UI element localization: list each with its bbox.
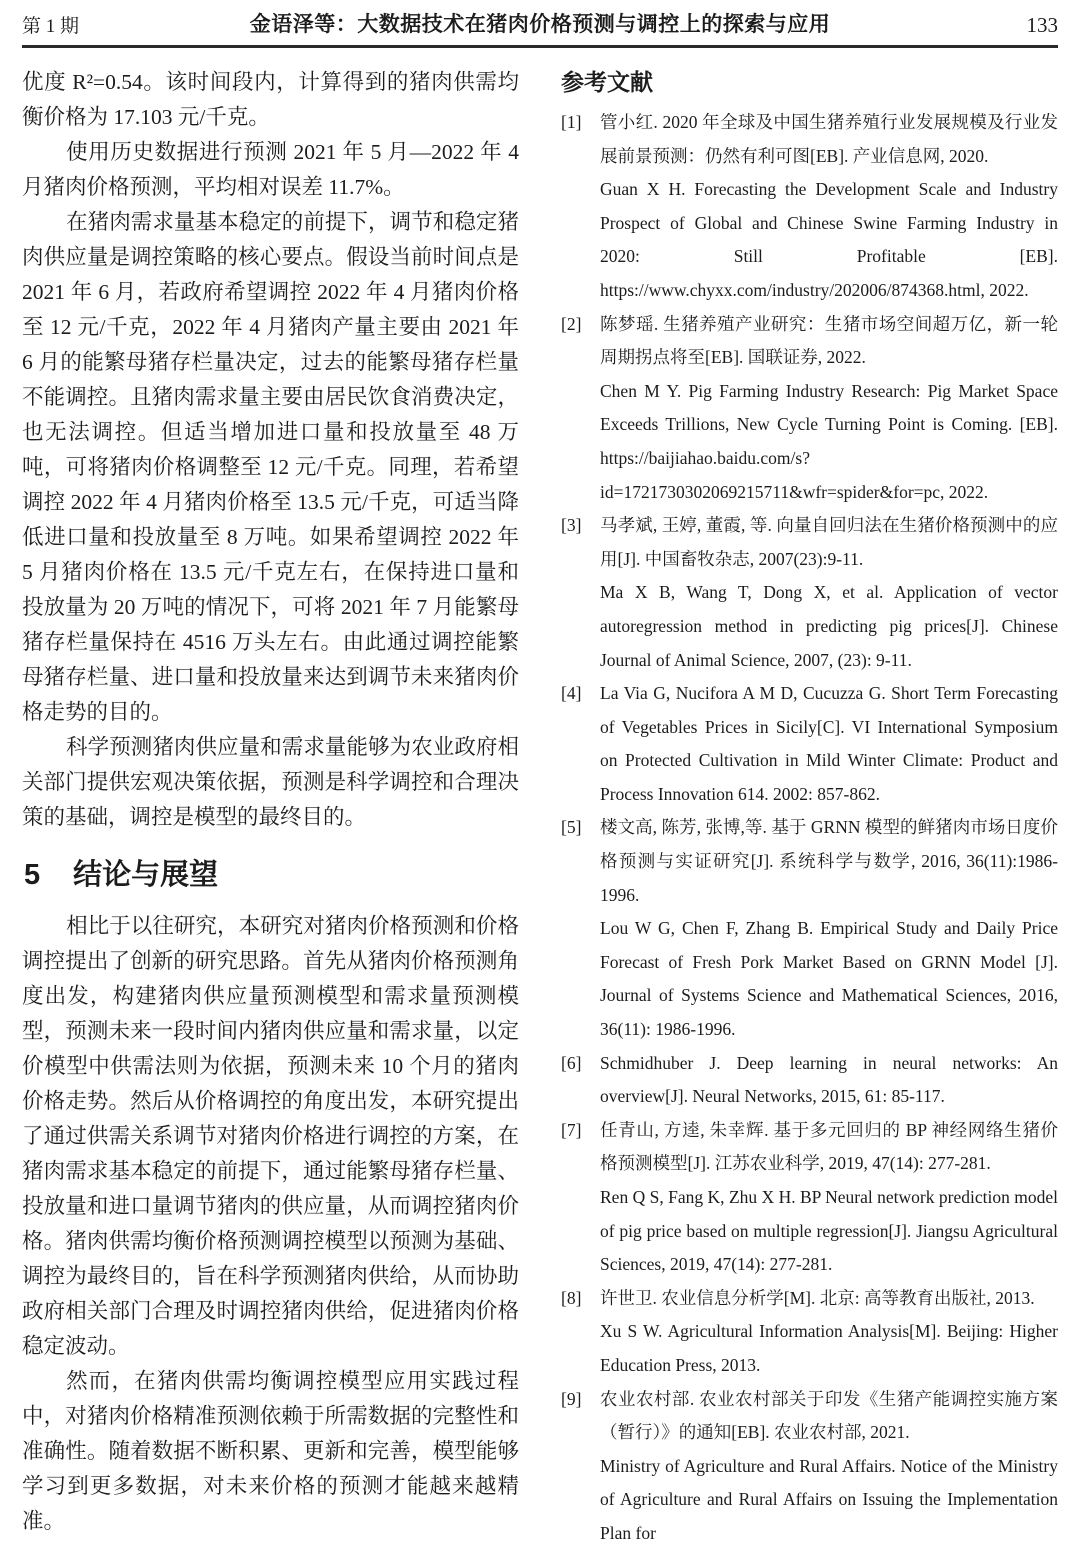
reference-item [561,1047,1058,1114]
reference-item [561,308,1058,510]
reference-number: [2] [561,313,582,334]
reference-text-en: Ren Q S, Fang K, Zhu X H. BP Neural network prediction model of pig price based on multiple regression[J]. Jiangsu Agricultural Sciences, 2019, 47(14): 277-281. [600,1187,1058,1275]
body-paragraph: 优度 R²=0.54。该时间段内，计算得到的猪肉供需均衡价格为 17.103 元/千克。 [22,70,519,129]
section-heading [24,858,519,892]
reference-number: [3] [561,515,582,536]
reference-text-en: Xu S W. Agricultural Information Analysis[M]. Beijing: Higher Education Press, 2013. [600,1321,1058,1375]
reference-text-en: Schmidhuber J. Deep learning in neural networks: An overview[J]. Neural Networks, 2015, 61: 85-117. [600,1052,1058,1107]
section-title: 结论与展望 [73,859,219,891]
reference-text-en: Ma X B, Wang T, Dong X, et al. Application of vector autoregression method in predicting pig prices[J]. Chinese Journal of Animal Science, 2007, (23): 9-11. [600,582,1058,670]
references-heading: 参考文献 [561,69,653,95]
body-paragraph: 然而，在猪肉供需均衡调控模型应用实践过程中，对猪肉价格精准预测依赖于所需数据的完整性和准确性。随着数据不断积累、更新和完善，模型能够学习到更多数据，对未来价格的预测才能越来越精准。 [22,1369,519,1533]
reference-number: [8] [561,1287,582,1308]
reference-number: [7] [561,1119,582,1140]
body-paragraph: 使用历史数据进行预测 2021 年 5 月—2022 年 4 月猪肉价格预测，平均相对误差 11.7%。 [22,140,519,199]
body-paragraph: 相比于以往研究，本研究对猪肉价格预测和价格调控提出了创新的研究思路。首先从猪肉价格预测角度出发，构建猪肉供应量预测模型和需求量预测模型，预测未来一段时间内猪肉供应量和需求量，以定价模型中供需法则为依据，预测未来 10 个月的猪肉价格走势。然后从价格调控的角度出发，本研究提出了通过供需关系调节对猪肉价格进行调控的方案，在猪肉需求基本稳定的前提下，通过能繁母猪存栏量、投放量和进口量调节猪肉的供应量，从而调控猪肉价格。猪肉供需均衡价格预测调控模型以预测为基础、调控为最终目的，旨在科学预测猪肉供给，从而协助政府相关部门合理及时调控猪肉供给，促进猪肉价格稳定波动。 [22,914,519,1358]
journal-issue: 第 1 期 [22,16,80,37]
body-paragraph: 在猪肉需求量基本稳定的前提下，调节和稳定猪肉供应量是调控策略的核心要点。假设当前时间点是 2021 年 6 月，若政府希望调控 2022 年 4 月猪肉价格至 12 元/千克，2022 年 4 月猪肉产量主要由 2021 年 6 月的能繁母猪存栏量决定，过去的能繁母猪存栏量不能调控。且猪肉需求量主要由居民饮食消费决定，也无法调控。但适当增加进口量和投放量至 48 万吨，可将猪肉价格调整至 12 元/千克。同理，若希望调控 2022 年 4 月猪肉价格至 13.5 元/千克，可适当降低进口量和投放量至 8 万吨。如果希望调控 2022 年 5 月猪肉价格在 13.5 元/千克左右，在保持进口量和投放量为 20 万吨的情况下，可将 2021 年 7 月能繁母猪存栏量保持在 4516 万头左右。由此通过调控能繁母猪存栏量、进口量和投放量来达到调节未来猪肉价格走势的目的。 [22,210,519,724]
page-number: 133 [1026,13,1058,37]
reference-number: [6] [561,1052,582,1073]
reference-text-zh: 马孝斌, 王婷, 董霞, 等. 向量自回归法在生猪价格预测中的应用[J]. 中国畜牧杂志, 2007(23):9-11. [600,515,1058,569]
reference-text-en: Guan X H. Forecasting the Development Scale and Industry Prospect of Global and Chinese Swine Farming Industry in 2020: Still Profitable [EB]. https://www.chyxx.com/industry/202006/874368.html, 2022. [600,179,1058,300]
reference-item [561,1282,1058,1383]
body-paragraph: 科学预测猪肉供应量和需求量能够为农业政府相关部门提供宏观决策依据，预测是科学调控和合理决策的基础，调控是模型的最终目的。 [22,735,519,829]
reference-text-zh: 农业农村部. 农业农村部关于印发《生猪产能调控实施方案（暂行）》的通知[EB]. 农业农村部, 2021. [600,1388,1058,1443]
reference-text-en: La Via G, Nucifora A M D, Cucuzza G. Short Term Forecasting of Vegetables Prices in Sicily[C]. VI International Symposium on Protected Cultivation in Mild Winter Climate: Product and Process Innovation 614. 2002: 857-862. [600,683,1058,804]
reference-number: [1] [561,112,582,132]
reference-number: [9] [561,1388,582,1409]
two-column-body [22,48,1058,1551]
reference-item [561,509,1058,677]
section-number: 5 [24,859,41,891]
reference-number: [5] [561,817,582,838]
reference-number: [4] [561,683,582,704]
references-column [561,65,1058,1551]
running-title: 金语泽等：大数据技术在猪肉价格预测与调控上的探索与应用 [249,12,831,36]
reference-item [561,677,1058,811]
reference-text-en: Ministry of Agriculture and Rural Affairs. Notice of the Ministry of Agriculture and Rural Affairs on Issuing the Implementation Plan for [600,1455,1058,1543]
reference-text-zh: 任青山, 方逵, 朱幸辉. 基于多元回归的 BP 神经网络生猪价格预测模型[J]. 江苏农业科学, 2019, 47(14): 277-281. [600,1119,1058,1174]
reference-text-zh: 楼文高, 陈芳, 张博,等. 基于 GRNN 模型的鲜猪肉市场日度价格预测与实证研究[J]. 系统科学与数学, 2016, 36(11):1986-1996. [600,817,1058,905]
reference-text-en: Lou W G, Chen F, Zhang B. Empirical Study and Daily Price Forecast of Fresh Pork Market Based on GRNN Model [J]. Journal of Systems Science and Mathematical Sciences, 2016, 36(11): 1986-1996. [600,918,1058,1040]
running-header [22,8,1058,48]
left-column [22,65,519,1551]
reference-text-zh: 许世卫. 农业信息分析学[M]. 北京: 高等教育出版社, 2013. [600,1287,1035,1308]
reference-item [561,1383,1058,1551]
reference-item [561,1114,1058,1282]
reference-text-en: Chen M Y. Pig Farming Industry Research: Pig Market Space Exceeds Trillions, New Cycle Turning Point is Coming. [EB]. https://baijiahao.baidu.com/s?id=1721730302069215711&wfr=spider&for=pc, 2022. [600,380,1058,502]
reference-text-zh: 管小红. 2020 年全球及中国生猪养殖行业发展规模及行业发展前景预测：仍然有利可图[EB]. 产业信息网, 2020. [600,112,1058,166]
reference-item [561,811,1058,1046]
reference-text-zh: 陈梦瑶. 生猪养殖产业研究：生猪市场空间超万亿，新一轮周期拐点将至[EB]. 国联证券, 2022. [600,313,1058,368]
reference-item [561,106,1058,308]
